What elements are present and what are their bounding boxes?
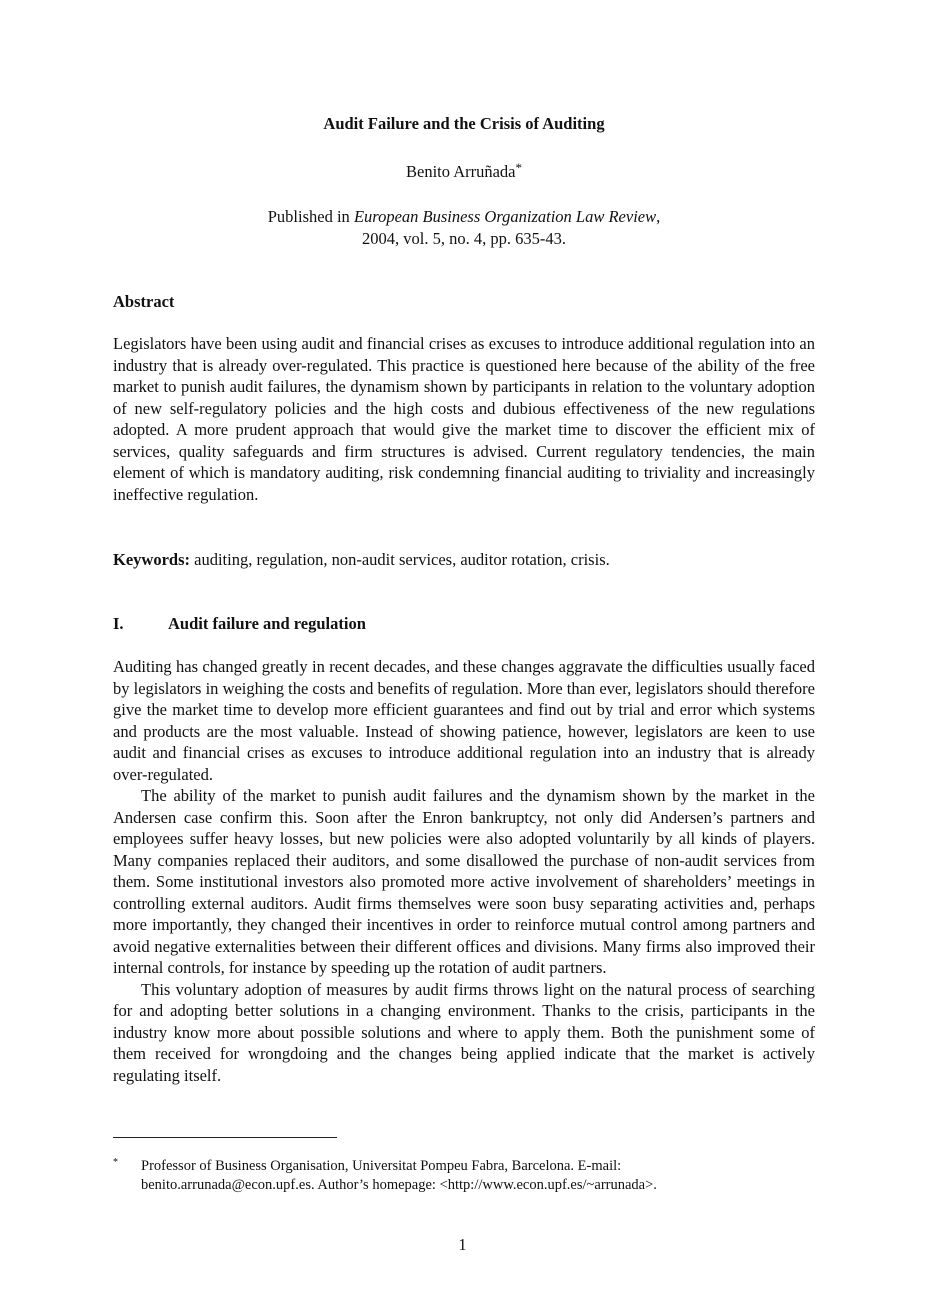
page-number: 1 — [458, 1235, 467, 1254]
paper-title: Audit Failure and the Crisis of Auditing — [323, 114, 605, 133]
section-body — [113, 656, 815, 1086]
footnote-line: Professor of Business Organisation, Universitat Pompeu Fabra, Barcelona. E-mail: — [141, 1158, 622, 1174]
abstract-text: Legislators have been using audit and financial crises as excuses to introduce additional regulation into an industry that is already over-regulated. This practice is questioned here because of the ability of the free market to punish audit failures, the dynamism shown by participants in relation to the voluntary adoption of new self-regulatory policies and the high costs and dubious effectiveness of the new regulations adopted. A more prudent approach that would give the market time to discover the efficient mix of services, quality safeguards and firm structures is advised. Current regulatory tendencies, the main element of which is mandatory auditing, risk condemning financial auditing to triviality and increasingly ineffective regulation. — [113, 334, 815, 504]
keywords-list: auditing, regulation, non-audit services, auditor rotation, crisis. — [190, 550, 610, 569]
body-paragraph: The ability of the market to punish audit failures and the dynamism shown by the market in the Andersen case confirm this. Soon after the Enron bankruptcy, not only did Andersen’s partners and employees suffer heavy losses, but new policies were also adopted voluntarily by all kinds of players. Many companies replaced their auditors, and some disallowed the purchase of non-audit services from them. Some institutional investors also promoted more active involvement of shareholders’ meetings in controlling external auditors. Audit firms themselves were soon busy separating activities and, perhaps more importantly, they changed their incentives in order to reinforce mutual control among partners and avoid negative externalities between their different offices and divisions. Many firms also improved their internal controls, for instance by speeding up the rotation of audit partners. — [113, 786, 815, 977]
footnote-mark: * — [113, 1157, 118, 1168]
body-paragraph: Auditing has changed greatly in recent decades, and these changes aggravate the difficulties usually faced by legislators in weighing the costs and benefits of regulation. More than ever, legislators should therefore give the market time to develop more efficient guarantees and find out by trial and error which systems and products are the most valuable. Instead of showing patience, however, legislators are keen to use audit and financial crises as excuses to introduce additional regulation into an industry that is already over-regulated. — [113, 657, 815, 784]
section-heading — [113, 613, 815, 635]
abstract-heading: Abstract — [113, 292, 175, 311]
publication-details: 2004, vol. 5, no. 4, pp. 635-43. — [362, 228, 566, 248]
publication-suffix: , — [656, 207, 661, 226]
footnote-divider — [113, 1137, 337, 1138]
journal-name: European Business Organization Law Review — [353, 207, 657, 226]
publication-prefix: Published in — [267, 207, 354, 226]
author-line — [113, 162, 815, 182]
publication-info — [113, 206, 815, 249]
footnote-line: benito.arrunada@econ.upf.es. Author’s homepage: <http://www.econ.upf.es/~arrunada>. — [141, 1177, 657, 1193]
body-paragraph: This voluntary adoption of measures by audit firms throws light on the natural process of searching for and adopting better solutions in a changing environment. Thanks to the crisis, participants in the industry know more about possible solutions and where to apply them. Both the punishment some of them received for wrongdoing and the changes being applied indicate that the market is actively regulating itself. — [113, 979, 815, 1085]
keywords — [113, 549, 815, 571]
section-number: I. — [113, 614, 124, 633]
author-name: Benito Arruñada — [405, 162, 516, 181]
footnote — [113, 1157, 815, 1195]
section-title: Audit failure and regulation — [168, 614, 366, 633]
keywords-label: Keywords: — [113, 550, 190, 569]
author-footnote-mark[interactable]: * — [515, 160, 522, 175]
